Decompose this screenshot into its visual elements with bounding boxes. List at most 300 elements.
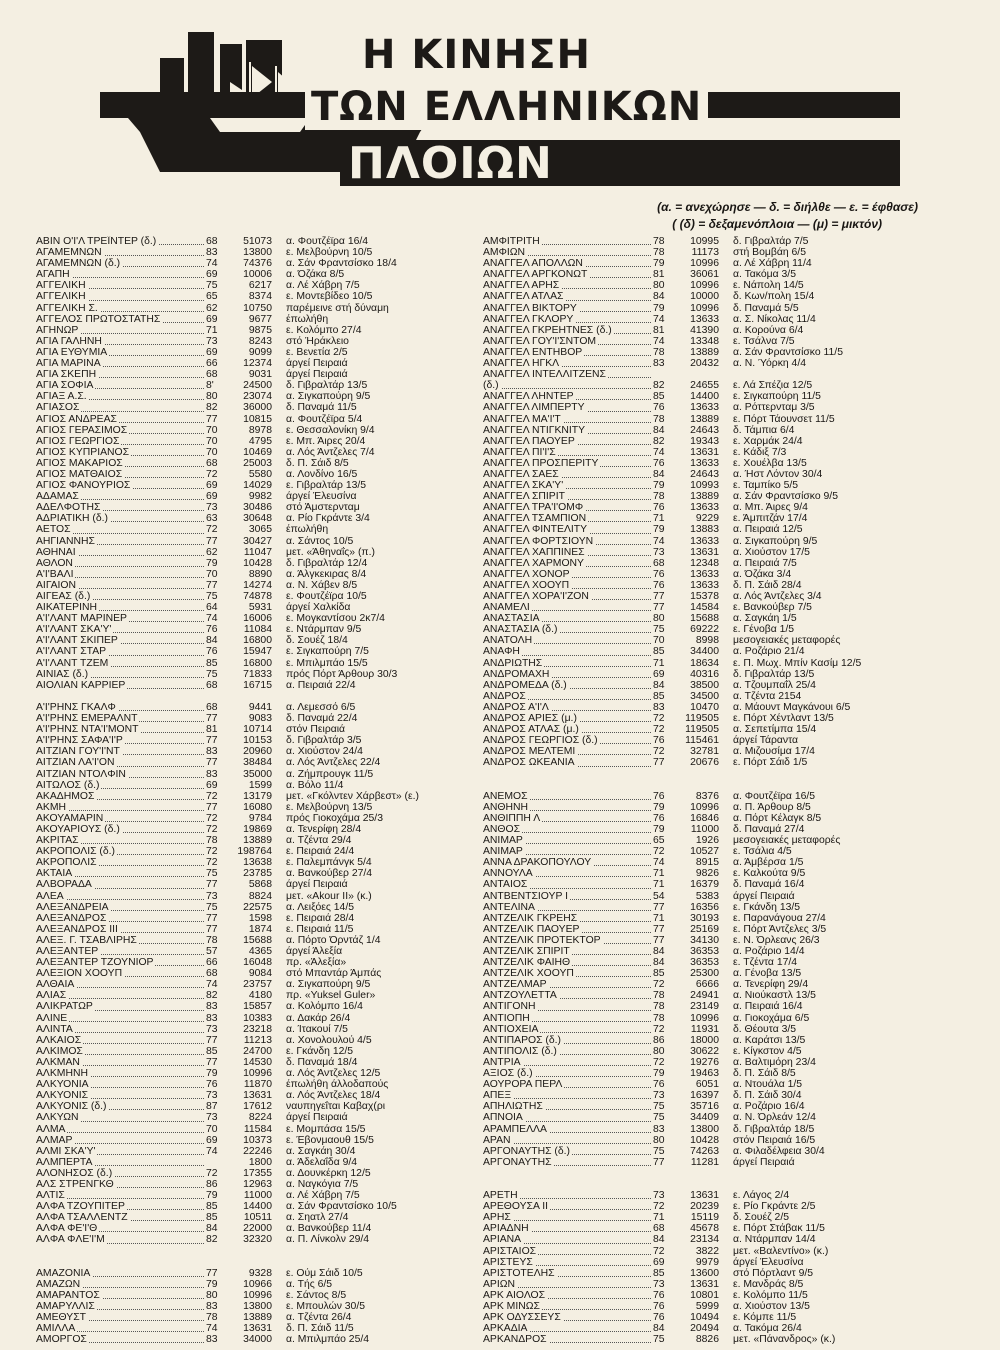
ship-status: α. Σαγκάη 30/4 (286, 1145, 356, 1157)
build-year: 73 (653, 1090, 665, 1102)
ship-status: ε. Μελβούρνη 13/5 (286, 801, 373, 813)
ship-name (36, 1068, 206, 1079)
ship-status: δ. Π. Σάιδ 8/5 (733, 1068, 796, 1080)
build-year: 75 (653, 1112, 665, 1124)
tonnage: 13348 (690, 335, 719, 347)
ship-status: ε. Κίγκστον 4/5 (733, 1045, 802, 1057)
ship-row (483, 380, 903, 391)
ship-status: δ. Π. Σάιδ 30/4 (733, 1090, 802, 1102)
ship-status: ε. Μογκαντίσου 2κ7/4 (286, 613, 385, 625)
tonnage: 4795 (248, 435, 272, 447)
ship-row (36, 968, 456, 979)
ship-name (483, 1001, 653, 1012)
ship-name-text: ΑΝΑΤΟΛΗ (483, 635, 533, 647)
ship-name (36, 813, 206, 824)
tonnage: 25169 (690, 923, 719, 935)
tonnage: 15688 (243, 934, 272, 946)
build-year: 77 (206, 579, 218, 591)
ship-name-text: ΑΝΑΓΓΕΛ ΜΑ'Ι'Τ (483, 413, 561, 425)
ship-name-text: ΑΝΔΡΟΣ Α'Ι'Λ (483, 701, 549, 713)
build-year: 84 (653, 1234, 665, 1246)
ship-name (483, 491, 653, 502)
ship-name (36, 835, 206, 846)
spacer (483, 780, 903, 791)
ship-status: στή Βομβάη 6/5 (733, 247, 806, 259)
ship-row (483, 1201, 903, 1212)
ship-row (36, 1146, 456, 1157)
tonnage: 38484 (243, 757, 272, 769)
ship-row (36, 247, 456, 258)
spacer (483, 769, 903, 780)
ship-row (483, 613, 903, 624)
tonnage: 36000 (243, 402, 272, 414)
ship-name-text: ΑΝΤΖΕΛΙΚ ΠΡΟΤΕΚΤΟΡ (483, 934, 601, 946)
ship-row (36, 280, 456, 291)
ship-row (36, 336, 456, 347)
ship-row (483, 946, 903, 957)
ship-status: α. Σαγκάη 1/5 (733, 613, 797, 625)
build-year: 70 (206, 424, 218, 436)
tonnage: 34500 (690, 690, 719, 702)
ship-status: δ. Γιβραλτάρ 18/5 (733, 1123, 815, 1135)
tonnage: 30622 (690, 1045, 719, 1057)
ship-status: α. Ήστ Λόντον 30/4 (733, 468, 823, 480)
ship-row (36, 447, 456, 458)
ship-name (36, 1301, 206, 1312)
ship-row (483, 480, 903, 491)
ship-name (483, 857, 653, 868)
build-year: 84 (206, 1223, 218, 1235)
tonnage: 10750 (243, 302, 272, 314)
ship-name-text: ΑΝΑΓΓΕΛ ΒΙΚΤΟΡΥ (483, 302, 577, 314)
ship-name-text: ΑΓΙΑ ΕΥΘΥΜΙΑ (36, 346, 108, 358)
ship-name (483, 1068, 653, 1079)
ship-name-text: ΑΛΕΞΑΝΔΡΕΙΑ (36, 901, 109, 913)
ship-name-text: ΑΛΚΥΟΝΙΣ (δ.) (36, 1101, 107, 1113)
tonnage: 9982 (248, 491, 272, 503)
ship-row (36, 857, 456, 868)
ship-name (483, 1301, 653, 1312)
ship-name (36, 436, 206, 447)
legend-line-2: ( (δ) = δεξαμενόπλοια — (μ) = μικτόν) (672, 217, 882, 231)
ship-row (36, 491, 456, 502)
build-year: 57 (206, 946, 218, 957)
ship-row (36, 624, 456, 635)
ship-name (36, 247, 206, 258)
build-year (653, 369, 679, 380)
ship-name (483, 1057, 653, 1068)
ship-name (36, 724, 206, 735)
ship-row (483, 1135, 903, 1146)
ship-row (483, 1057, 903, 1068)
ship-row (483, 247, 903, 258)
ship-status: α. Ντάρμπαν 14/4 (733, 1234, 816, 1246)
ship-row (483, 891, 903, 902)
ship-name (483, 536, 653, 547)
ship-row (483, 458, 903, 469)
tonnage: 16800 (243, 657, 272, 669)
build-year: 76 (653, 1301, 665, 1312)
ship-name (36, 469, 206, 480)
ship-row (36, 458, 456, 469)
ship-name-text: ΑΚΡΙΤΑΣ (36, 835, 79, 847)
ship-list-column-left (36, 236, 456, 1345)
ship-row (36, 1212, 456, 1223)
build-year: 74 (206, 1145, 218, 1157)
ship-status: α. Καράτσι 13/5 (733, 1034, 806, 1046)
tonnage: 16048 (243, 957, 272, 969)
ship-name-text: ΑΛΜΠΕΡΤΑ (36, 1156, 93, 1168)
ship-row (36, 1079, 456, 1090)
ship-name (36, 291, 206, 302)
tonnage: 13889 (690, 491, 719, 503)
ship-name (36, 1179, 206, 1190)
tonnage: 16800 (243, 635, 272, 647)
build-year: 77 (206, 1034, 218, 1046)
ship-name-text: ΑΛΕΞ. Γ. ΤΣΑΒΛΙΡΗΣ (36, 934, 137, 946)
ship-row (36, 957, 456, 968)
ship-row (483, 469, 903, 480)
ship-name (36, 1124, 206, 1135)
ship-status: ε. Ντάρμπαν 9/5 (286, 624, 362, 636)
tonnage: 24700 (243, 1045, 272, 1057)
ship-name-text: ΑΔΡΙΑΤΙΚΗ (δ.) (36, 513, 108, 525)
ship-name-text: Α'Ι'ΛΑΝΤ ΤΖΕΜ (36, 657, 109, 669)
ship-name (483, 558, 653, 569)
ship-name (36, 613, 206, 624)
build-year: 72 (206, 846, 218, 858)
ship-name-text: ΑΝΤΒΕΝΤΣΙΟΥΡ Ι (483, 890, 568, 902)
ship-name (36, 314, 206, 325)
tonnage: 13633 (690, 579, 719, 591)
tonnage: 115461 (685, 735, 719, 747)
ship-name-text: ΑΓΙΟΣ ΓΕΡΑΣΙΜΟΣ (36, 424, 128, 436)
ship-row (36, 347, 456, 358)
tonnage: 1874 (248, 923, 272, 935)
ship-row (483, 1035, 903, 1046)
tonnage: 13889 (690, 413, 719, 425)
tonnage: 16715 (243, 679, 272, 691)
ship-row (36, 935, 456, 946)
ship-row (36, 1268, 456, 1279)
ship-status: ε. Καλκούτα 9/5 (733, 868, 806, 880)
build-year: 63 (206, 513, 218, 525)
tonnage: 10995 (690, 236, 719, 247)
ship-row (483, 857, 903, 868)
ship-name (483, 757, 653, 768)
tonnage: 25300 (690, 968, 719, 980)
ship-row (36, 1124, 456, 1135)
ship-row (483, 547, 903, 558)
build-year: 75 (653, 1334, 665, 1346)
build-year: 79 (653, 801, 665, 813)
tonnage: 23134 (690, 1234, 719, 1246)
ship-name-text: ΑΓΙΑ ΓΑΛΗΝΗ (36, 335, 102, 347)
ship-row (36, 547, 456, 558)
tonnage: 8376 (695, 790, 719, 802)
ship-name-text: ΑΛΘΑΙΑ (36, 979, 75, 991)
tonnage: 13631 (690, 446, 719, 458)
build-year: 75 (206, 901, 218, 913)
ship-name (36, 1101, 206, 1112)
ship-row (36, 1001, 456, 1012)
tonnage: 9979 (695, 1256, 719, 1268)
ship-row (483, 658, 903, 669)
tonnage: 13633 (690, 457, 719, 469)
tonnage: 119505 (685, 713, 719, 725)
ship-name-text: ΑΝΤΖΕΛΜΑΡ (483, 979, 547, 991)
ship-name (483, 891, 653, 902)
tonnage: 4365 (248, 946, 272, 957)
tonnage: 16006 (243, 613, 272, 625)
tonnage: 16356 (690, 901, 719, 913)
ship-name-text: ΑΓΙΑ ΜΑΡΙΝΑ (36, 358, 101, 370)
ship-name (483, 436, 653, 447)
ship-row (36, 713, 456, 724)
ship-name-text: ΑΗΓΙΑΝΝΗΣ (36, 535, 95, 547)
ship-row (483, 968, 903, 979)
ship-status: α. Σάν Φραντσίσκο 10/5 (286, 1201, 397, 1213)
ship-name-text: ΑΜΑΡΥΛΛΙΣ (36, 1301, 95, 1312)
ship-name (483, 547, 653, 558)
build-year: 76 (653, 790, 665, 802)
build-year: 74 (206, 258, 218, 270)
build-year: 54 (653, 890, 665, 902)
ship-status: α. Βανκούβερ 27/4 (286, 868, 373, 880)
ship-row (483, 369, 903, 380)
ship-name (36, 913, 206, 924)
tonnage: 10511 (243, 1212, 272, 1224)
ship-name-text: Α'Ι'ΒΑΛΙ (36, 568, 74, 580)
ship-name (36, 1057, 206, 1068)
ship-status: μετ. «Akour II» (κ.) (286, 890, 372, 902)
ship-name-text: ΑΚΡΟΠΟΛΙΣ (δ.) (36, 846, 116, 858)
build-year: 69 (653, 1256, 665, 1268)
ship-name-text: ΑΓΑΜΕΜΝΩΝ (36, 247, 102, 259)
tonnage: 11000 (690, 823, 719, 835)
ship-status: ε. Βενετία 2/5 (286, 346, 348, 358)
ship-row (483, 325, 903, 336)
ship-name (36, 1323, 206, 1334)
ship-name (483, 325, 653, 336)
ship-row (36, 1290, 456, 1301)
build-year: 69 (206, 491, 218, 503)
ship-name (483, 802, 653, 813)
ship-row (36, 924, 456, 935)
ship-status: α. Λεμεσσό 6/5 (286, 701, 356, 713)
ship-name-text: ΑΓΓΕΛΙΚΗ (36, 291, 86, 303)
ship-row (483, 591, 903, 602)
tonnage: 10815 (243, 413, 272, 425)
ship-name-text: ΑΜΑΡΑΝΤΟΣ (36, 1289, 100, 1301)
ship-name-text: ΑΙΤΖΙΑΝ ΛΑ'Ι'ΟΝ (36, 757, 115, 769)
build-year: 72 (653, 724, 665, 736)
ship-name (36, 902, 206, 913)
build-year: 78 (206, 934, 218, 946)
ship-name-text: ΑΡΚΑΔΙΑ (483, 1323, 528, 1335)
ship-name (483, 1234, 653, 1245)
ship-status: α. Ρίο Γκράντε 3/4 (286, 513, 370, 525)
ship-name-text: ΑΝΑΓΓΕΛ ΧΟΝΟΡ (483, 568, 570, 580)
ship-row (36, 502, 456, 513)
ship-row (483, 646, 903, 657)
ship-row (36, 646, 456, 657)
build-year: 81 (206, 724, 218, 736)
ship-name (36, 846, 206, 857)
build-year: 70 (653, 635, 665, 647)
ship-status: ε. Τσάλνα 7/5 (733, 335, 795, 347)
ship-status: άργεί Τάραντα (733, 735, 799, 747)
build-year: 72 (653, 1023, 665, 1035)
build-year: 68 (206, 968, 218, 980)
ship-name-text: ΑΝΑΓΓΕΛ ΤΣΑΜΠΙΟΝ (483, 513, 587, 525)
ship-status: ε. Φουτζέϊρα 10/5 (286, 591, 367, 602)
ship-status: α. Τζέντα 26/4 (286, 1312, 352, 1324)
ship-name (483, 513, 653, 524)
ship-name (483, 247, 653, 258)
build-year: 71 (206, 324, 218, 336)
ship-row (36, 879, 456, 890)
ship-name-text: ΑΛΙΑΣ (36, 990, 67, 1002)
ship-name-text: ΑΡΚ ΟΔΥΣΣΕΥΣ (483, 1312, 561, 1324)
ship-name (36, 1234, 206, 1245)
ship-name-text: ΑΛΚΙΜΟΣ (36, 1045, 83, 1057)
ship-status: α. Πειραιά 22/4 (286, 679, 356, 691)
build-year: 76 (206, 624, 218, 636)
ship-name (483, 303, 653, 314)
ship-name (36, 1290, 206, 1301)
ship-name (36, 735, 206, 746)
build-year: 69 (206, 346, 218, 358)
build-year: 78 (653, 1001, 665, 1013)
ship-status: ε. Τσάλια 4/5 (733, 846, 792, 858)
ship-row (36, 658, 456, 669)
build-year: 65 (206, 291, 218, 303)
ship-name-text: ΑΚΡΟΠΟΛΙΣ (36, 857, 97, 869)
build-year: 72 (653, 713, 665, 725)
ship-row (483, 1013, 903, 1024)
tonnage: 11084 (243, 624, 272, 636)
build-year: 76 (653, 1079, 665, 1091)
build-year: 77 (206, 757, 218, 769)
ship-status: ε. Χαρμάκ 24/4 (733, 435, 803, 447)
tonnage: 11047 (243, 546, 272, 558)
ship-name-text: ΑΝΕΜΟΣ (483, 790, 528, 802)
build-year: 74 (206, 1323, 218, 1335)
ship-row (36, 1179, 456, 1190)
ship-row (483, 1024, 903, 1035)
tonnage: 36061 (690, 269, 719, 281)
ship-name-text: ΑΓΑΜΕΜΝΩΝ (δ.) (36, 258, 121, 270)
tonnage: 23074 (243, 391, 272, 403)
tonnage: 35716 (690, 1101, 719, 1113)
ship-row (483, 979, 903, 990)
ship-name-text: ΑΙΓΑΙΟΝ (36, 579, 76, 591)
tonnage: 13800 (243, 247, 272, 259)
ship-status: α. Ναγκόγια 7/5 (286, 1178, 359, 1190)
ship-name-text: ΑΡΙΣΤΕΥΣ (483, 1256, 533, 1268)
tonnage: 13638 (243, 857, 272, 869)
ship-row (483, 669, 903, 680)
tonnage: 9083 (248, 713, 272, 725)
ship-name (36, 1190, 206, 1201)
ship-name-text: ΑΝΘΗΝΗ (483, 801, 529, 813)
tonnage: 16397 (690, 1090, 719, 1102)
spacer (36, 691, 456, 702)
ship-status: α. Άμβέρσα 1/5 (733, 857, 804, 869)
ship-row (483, 835, 903, 846)
ship-name (36, 924, 206, 935)
tonnage: 24655 (690, 380, 719, 392)
ship-name-text: ΑΓΓΕΛΟΣ ΠΡΩΤΟΣΤΑΤΗΣ (36, 313, 161, 325)
ship-row (483, 846, 903, 857)
ship-status: α. Φουτζέϊρα 16/4 (286, 236, 369, 247)
build-year: 62 (206, 546, 218, 558)
ship-name-text: ΑΡΙΑΔΝΗ (483, 1223, 529, 1235)
ship-row (483, 1234, 903, 1245)
tonnage: 4180 (248, 990, 272, 1002)
ship-name-text: ΑΝΤΖΕΛΙΚ ΣΠΙΡΙΤ (483, 946, 570, 957)
ship-row (36, 1201, 456, 1212)
build-year: 75 (206, 868, 218, 880)
build-year: 80 (206, 391, 218, 403)
ship-name (483, 691, 653, 702)
ship-status: δ. Γιβραλτάρ 12/4 (286, 557, 368, 569)
tonnage: 34409 (690, 1112, 719, 1124)
ship-name (36, 347, 206, 358)
tonnage: 10993 (690, 480, 719, 492)
build-year: 83 (206, 1301, 218, 1312)
ship-name-text: ΑΛΙΚΡΑΤΩΡ (36, 1001, 93, 1013)
tonnage: 6217 (248, 280, 272, 292)
ship-name (483, 835, 653, 846)
build-year: 72 (206, 857, 218, 869)
ship-status: παρέμεινε στή δύναμη (286, 302, 389, 314)
ship-row (483, 524, 903, 535)
ship-name-text: ΑΛΕΞΑΝΤΕΡ (36, 946, 99, 957)
tonnage: 11213 (243, 1034, 272, 1046)
ship-name-text: ΑΛΚΥΟΝΙΑ (36, 1079, 89, 1091)
tonnage: 10428 (243, 557, 272, 569)
ship-row (483, 1312, 903, 1323)
ship-status: α. Σάν Φραντσίσκο 18/4 (286, 258, 397, 270)
ship-row (483, 813, 903, 824)
tonnage: 13633 (690, 502, 719, 514)
ship-name-text: ΑΛΕΞΑΝΔΡΟΣ ΙΙΙ (36, 923, 118, 935)
build-year: 79 (206, 1068, 218, 1080)
build-year: 72 (206, 1167, 218, 1179)
tonnage: 24643 (690, 424, 719, 436)
ship-name-text: ΑΛΦΑ ΦΕ'Ι'Θ (36, 1223, 98, 1235)
ship-row (483, 935, 903, 946)
tonnage: 13179 (243, 790, 272, 802)
build-year: 87 (206, 1101, 218, 1113)
ship-name-text: ΑΓΓΕΛΙΚΗ (36, 280, 86, 292)
build-year: 80 (653, 1045, 665, 1057)
ship-status: α. Ίτακουί 7/5 (286, 1023, 348, 1035)
ship-status: άργεί Πειραιά (733, 1156, 795, 1168)
ship-name (483, 924, 653, 935)
ship-row (483, 1124, 903, 1135)
tonnage: 22246 (243, 1145, 272, 1157)
ship-status: άργεί Πειραιά (286, 879, 348, 891)
ship-name (36, 325, 206, 336)
ship-status: α. Μπ. Άιρες 9/4 (733, 502, 808, 514)
legend-line-1: (α. = ανεχώρησε — δ. = διήλθε — ε. = έφθασε) (657, 200, 918, 214)
ship-status: δ. Κων/πολη 15/4 (733, 291, 815, 303)
tonnage: 10996 (690, 801, 719, 813)
ship-status: μετ. «Πάνανδρος» (κ.) (733, 1334, 836, 1346)
